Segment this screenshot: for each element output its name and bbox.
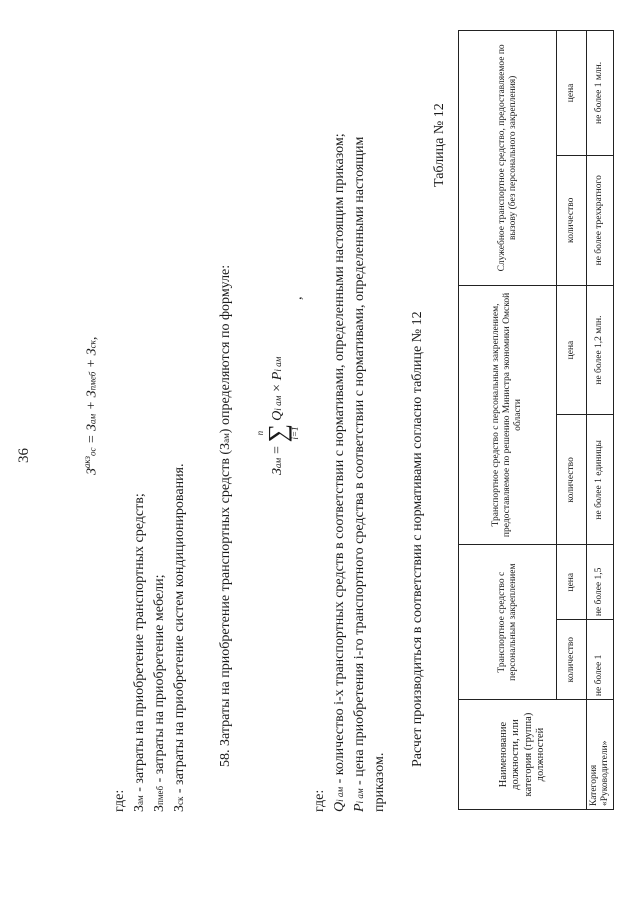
cell-g2-quantity: не более 1 единицы (587, 415, 614, 545)
header-personal-vehicle: Транспортное средство с персональным закреплением (459, 545, 557, 700)
calculation-note: Расчет производиться в соответствии с нормативами согласно таблице № 12 (410, 311, 425, 767)
header-service-vehicle: Служебное транспортное средство, предоставляемое по вызову (без персонального закрепления) (459, 31, 557, 286)
header-minister-vehicle: Транспортное средство с персональным закреплением, предоставляемое по решению Министра экономики Омской области (459, 285, 557, 545)
cell-g2-price: не более 1,2 млн. (587, 285, 614, 415)
definition-furniture: Зпмеб - затраты на приобретение мебели; (152, 574, 167, 812)
definition-price-continuation: приказом. (372, 752, 387, 812)
definition-transport: Зам - затраты на приобретение транспортных средств; (132, 493, 147, 812)
subheader-quantity: количество (557, 620, 587, 700)
item-58-text: 58. Затраты на приобретение транспортных средств (Зам) определяются по формуле: (218, 264, 233, 767)
definition-price: Pi ам - цена приобретения i-го транспортного средства в соответствии с нормативами, определенными настоящим (352, 136, 367, 812)
subheader-price: цена (557, 285, 587, 415)
table-row (587, 31, 614, 810)
subheader-quantity: количество (557, 415, 587, 545)
subheader-price: цена (557, 31, 587, 156)
sum-symbol: n ∑ i=1 (255, 423, 300, 443)
norms-table (458, 30, 614, 810)
subheader-price: цена (557, 545, 587, 620)
where-label-2: где: (312, 789, 327, 812)
subheader-quantity: количество (557, 155, 587, 285)
formula-comma: , (290, 296, 305, 300)
total-cost-formula: $З^{акз}ос$ = Зам + Зпмеб + Зск, (82, 336, 100, 475)
definition-quantity: Qi ам - количество i-х транспортных средств в соответствии с нормативами, определенными настоящим приказом; (332, 133, 347, 812)
where-label: где: (112, 789, 127, 812)
definition-conditioning: Зск - затраты на приобретение систем кондиционирования. (172, 463, 187, 812)
header-position: Наименование должности, или категория (группа) должностей (459, 700, 587, 810)
cell-g1-quantity: не более 1 (587, 620, 614, 700)
cell-g3-price: не более 1 млн. (587, 31, 614, 156)
cell-g3-quantity: не более трехкратного (587, 155, 614, 285)
table-caption: Таблица № 12 (432, 103, 447, 187)
cell-category: Категория «Руководители» (587, 700, 614, 810)
cell-g1-price: не более 1,5 (587, 545, 614, 620)
transport-cost-formula: Зам = n ∑ i=1 Qi ам × Pi ам (255, 356, 300, 475)
page-number: 36 (16, 448, 32, 463)
